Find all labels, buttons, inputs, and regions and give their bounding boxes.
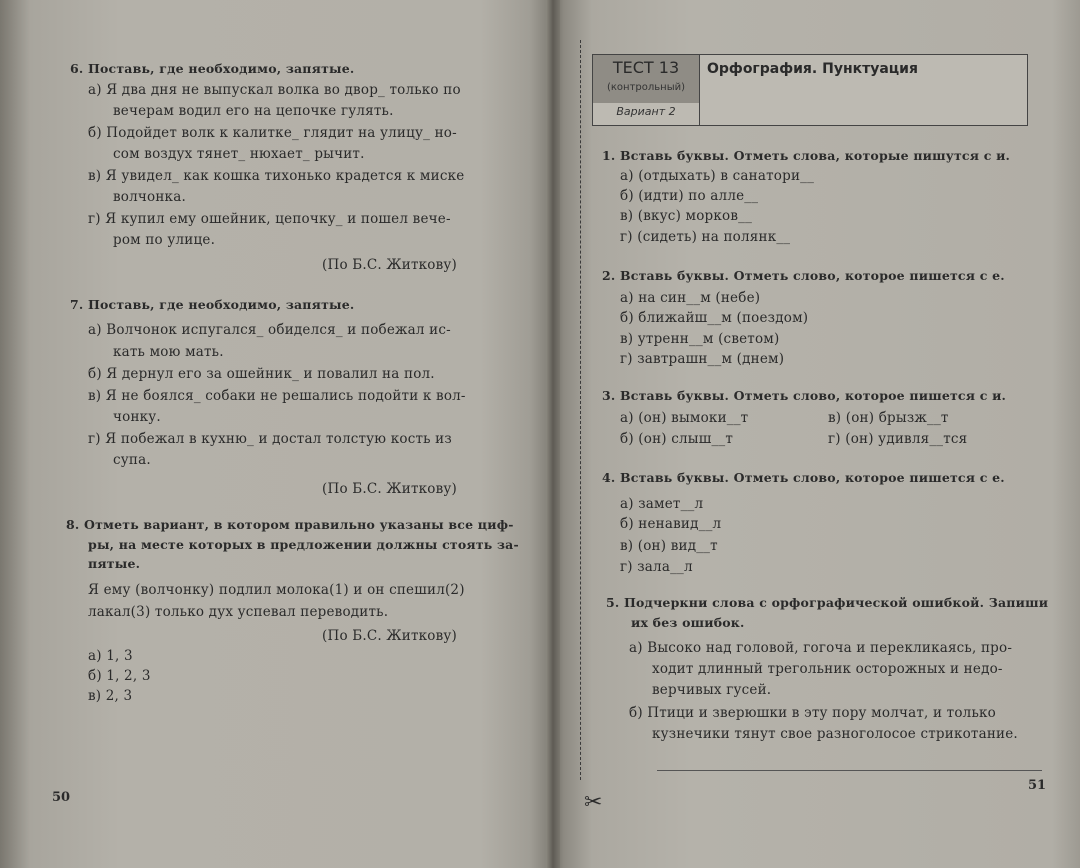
test-variant: Вариант 2 [616,105,676,118]
q6-option-d-line2: ром по улице. [113,232,216,248]
q8-option-a[interactable]: а) 1, 3 [88,648,133,664]
q8-title-line3: пятые. [88,556,141,571]
q7-title: 7. Поставь, где необходимо, запятые. [70,297,355,312]
q5-title-line1: 5. Подчеркни слова с орфографической ошибкой. Запиши [606,595,1049,610]
q2-title: 2. Вставь буквы. Отметь слово, которое пишется с е. [602,268,1005,283]
book-gutter [546,0,560,868]
q1-option-b[interactable]: б) (идти) по алле__ [620,188,759,204]
q7-option-d-line2: супа. [113,452,151,468]
test-label: ТЕСТ 13 [612,58,680,77]
q1-option-a[interactable]: а) (отдыхать) в санатори__ [620,168,815,184]
q3-option-d[interactable]: г) (он) удивля__тся [828,431,968,447]
q3-option-b[interactable]: б) (он) слыш__т [620,431,734,447]
q1-option-d[interactable]: г) (сидеть) на полянк__ [620,229,791,245]
q6-option-a-line2: вечерам водил его на цепочке гулять. [113,103,394,119]
cut-line [580,40,581,780]
q7-option-d-line1: г) Я побежал в кухню_ и достал толстую кость из [88,431,452,447]
q2-option-d[interactable]: г) завтрашн__м (днем) [620,351,785,367]
test-kind: (контрольный) [606,82,685,93]
test-title: Орфография. Пунктуация [707,61,918,77]
answer-line[interactable] [657,770,1042,771]
q4-title: 4. Вставь буквы. Отметь слово, которое пишется с е. [602,470,1005,485]
q7-option-a-line2: кать мою мать. [113,344,224,360]
q5-item-a-line3: верчивых гусей. [652,682,772,698]
q5-item-b-line2: кузнечики тянут свое разноголосое стрикотание. [652,726,1018,742]
q6-option-b-line2: сом воздух тянет_ нюхает_ рычит. [113,146,365,162]
q8-sentence-line1: Я ему (волчонку) подлил молока(1) и он спешил(2) [88,582,465,598]
scissors-icon: ✂ [584,790,603,815]
q4-option-b[interactable]: б) ненавид__л [620,516,722,532]
q5-title-line2: их без ошибок. [631,615,745,630]
q6-option-a-line1: а) Я два дня не выпускал волка во двор_ только по [88,82,461,98]
q8-option-c[interactable]: в) 2, 3 [88,688,133,704]
q5-item-a-line1: а) Высоко над головой, гогоча и перекликаясь, про- [629,640,1013,656]
q1-title: 1. Вставь буквы. Отметь слова, которые пишутся с и. [602,148,1011,163]
test-header-left [593,55,700,125]
q2-option-c[interactable]: в) утренн__м (светом) [620,331,780,347]
q4-option-a[interactable]: а) замет__л [620,496,704,512]
q6-option-c-line2: волчонка. [113,189,186,205]
q3-option-a[interactable]: а) (он) вымоки__т [620,410,749,426]
q8-source: (По Б.С. Житкову) [322,628,457,644]
q8-title-line1: 8. Отметь вариант, в котором правильно указаны все циф- [66,517,514,532]
q2-option-b[interactable]: б) ближайш__м (поездом) [620,310,809,326]
q3-option-c[interactable]: в) (он) брызж__т [828,410,949,426]
q1-option-c[interactable]: в) (вкус) морков__ [620,208,753,224]
q6-option-c-line1: в) Я увидел_ как кошка тихонько крадется к миске [88,168,465,184]
q3-title: 3. Вставь буквы. Отметь слово, которое пишется с и. [602,388,1007,403]
q6-source: (По Б.С. Житкову) [322,257,457,273]
q7-option-a-line1: а) Волчонок испугался_ обиделся_ и побежал ис- [88,322,451,338]
q6-title: 6. Поставь, где необходимо, запятые. [70,61,355,76]
q6-option-b-line1: б) Подойдет волк к калитке_ глядит на улицу_ но- [88,125,457,141]
q7-source: (По Б.С. Житкову) [322,481,457,497]
q4-option-c[interactable]: в) (он) вид__т [620,538,718,554]
q2-option-a[interactable]: а) на син__м (небе) [620,290,761,306]
q8-sentence-line2: лакал(3) только дух успевал переводить. [88,604,389,620]
q5-item-a-line2: ходит длинный трегольник осторожных и недо- [652,661,1003,677]
q4-option-d[interactable]: г) зала__л [620,559,693,575]
q5-item-b-line1: б) Птици и зверюшки в эту пору молчат, и только [629,705,996,721]
q7-option-b-line1: б) Я дернул его за ошейник_ и повалил на пол. [88,366,435,382]
q8-title-line2: ры, на месте которых в предложении должны стоять за- [88,537,519,552]
right-page-number: 51 [1028,778,1047,793]
q6-option-d-line1: г) Я купил ему ошейник, цепочку_ и пошел вече- [88,211,451,227]
q8-option-b[interactable]: б) 1, 2, 3 [88,668,151,684]
test-header [592,54,1028,126]
left-page-number: 50 [52,790,71,805]
q7-option-c-line2: чонку. [113,409,161,425]
q7-option-c-line1: в) Я не боялся_ собаки не решались подойти к вол- [88,388,466,404]
